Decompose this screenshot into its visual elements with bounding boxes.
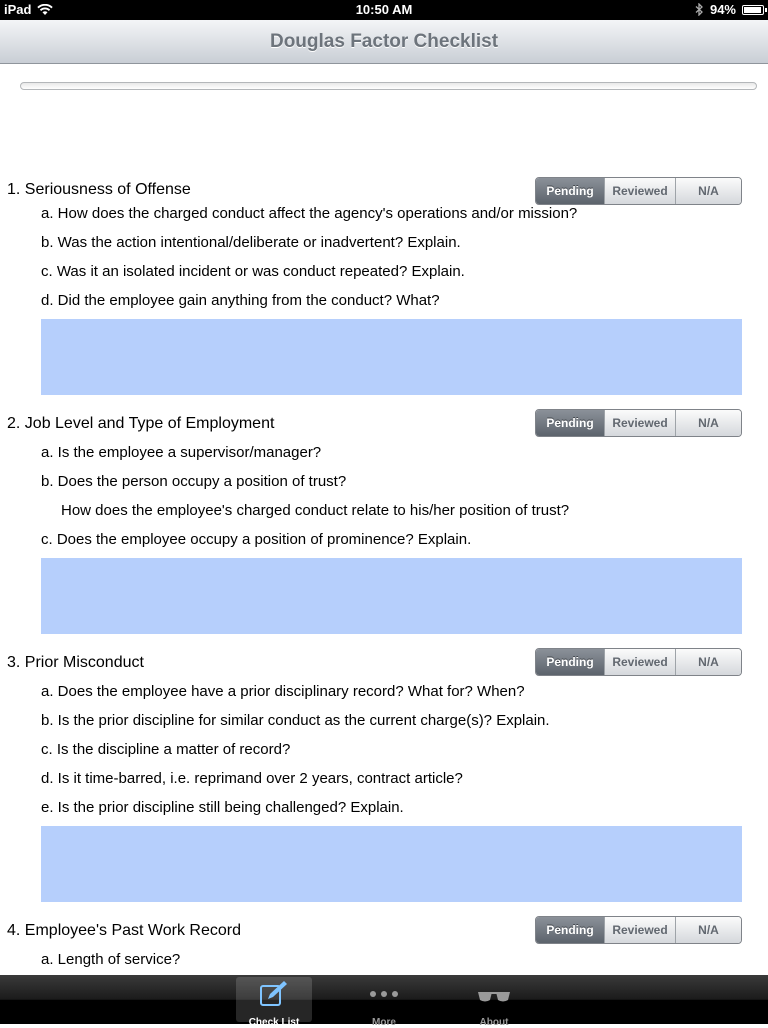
- device-name: iPad: [4, 2, 32, 17]
- section-title: 4. Employee's Past Work Record: [7, 922, 241, 939]
- tab-label: More: [372, 1017, 396, 1028]
- navigation-bar: [0, 20, 768, 64]
- notes-field[interactable]: [41, 826, 742, 902]
- pending-segment[interactable]: Pending: [536, 178, 604, 204]
- tab-more[interactable]: [346, 977, 422, 1028]
- bluetooth-icon: [695, 3, 704, 16]
- status-time: 10:50 AM: [355, 2, 413, 17]
- pending-segment[interactable]: Pending: [536, 917, 604, 943]
- pending-segment[interactable]: Pending: [536, 410, 604, 436]
- reviewed-segment[interactable]: Reviewed: [604, 410, 675, 436]
- notes-field[interactable]: [41, 558, 742, 634]
- list-item: c. Is the discipline a matter of record?: [41, 741, 291, 758]
- list-item: d. Is it time-barred, i.e. reprimand over 2 years, contract article?: [41, 770, 463, 787]
- tab-label: Check List: [248, 1017, 300, 1028]
- list-item: b. Was the action intentional/deliberate or inadvertent? Explain.: [41, 234, 461, 251]
- battery-icon: [742, 5, 764, 15]
- top-scroll-bar[interactable]: [20, 82, 757, 90]
- battery-percent: 94%: [709, 2, 736, 17]
- na-segment[interactable]: N/A: [675, 410, 741, 436]
- list-item: b. Does the person occupy a position of trust?: [41, 473, 347, 490]
- reviewed-segment[interactable]: Reviewed: [604, 917, 675, 943]
- list-item: How does the employee's charged conduct relate to his/her position of trust?: [61, 502, 570, 519]
- list-item: a. Does the employee have a prior disciplinary record? What for? When?: [41, 683, 525, 700]
- section-title: 2. Job Level and Type of Employment: [7, 415, 275, 432]
- tab-check-list[interactable]: [236, 977, 312, 1028]
- na-segment[interactable]: N/A: [675, 917, 741, 943]
- list-item: a. Is the employee a supervisor/manager?: [41, 444, 322, 461]
- status-segmented-control[interactable]: [535, 648, 742, 676]
- list-item: b. Is the prior discipline for similar conduct as the current charge(s)? Explain.: [41, 712, 550, 729]
- pencil-edit-icon: [236, 980, 312, 1008]
- list-item: a. Length of service?: [41, 951, 181, 968]
- tab-label: About: [479, 1017, 509, 1028]
- section-title: 1. Seriousness of Offense: [7, 181, 191, 198]
- list-item: c. Was it an isolated incident or was conduct repeated? Explain.: [41, 263, 465, 280]
- list-item: c. Does the employee occupy a position of prominence? Explain.: [41, 531, 472, 548]
- pending-segment[interactable]: Pending: [536, 649, 604, 675]
- status-segmented-control[interactable]: [535, 177, 742, 205]
- list-item: d. Did the employee gain anything from the conduct? What?: [41, 292, 440, 309]
- list-item: a. How does the charged conduct affect the agency's operations and/or mission?: [41, 205, 578, 222]
- list-item: e. Is the prior discipline still being challenged? Explain.: [41, 799, 404, 816]
- tab-about[interactable]: [456, 977, 532, 1028]
- reviewed-segment[interactable]: Reviewed: [604, 649, 675, 675]
- na-segment[interactable]: N/A: [675, 178, 741, 204]
- section-title: 3. Prior Misconduct: [7, 654, 144, 671]
- sunglasses-icon: [456, 980, 532, 1008]
- more-dots-icon: [346, 980, 422, 1008]
- notes-field[interactable]: [41, 319, 742, 395]
- status-segmented-control[interactable]: [535, 409, 742, 437]
- status-segmented-control[interactable]: [535, 916, 742, 944]
- na-segment[interactable]: N/A: [675, 649, 741, 675]
- page-title: Douglas Factor Checklist: [269, 31, 499, 52]
- status-bar: [0, 0, 768, 20]
- tab-bar: [0, 975, 768, 1028]
- reviewed-segment[interactable]: Reviewed: [604, 178, 675, 204]
